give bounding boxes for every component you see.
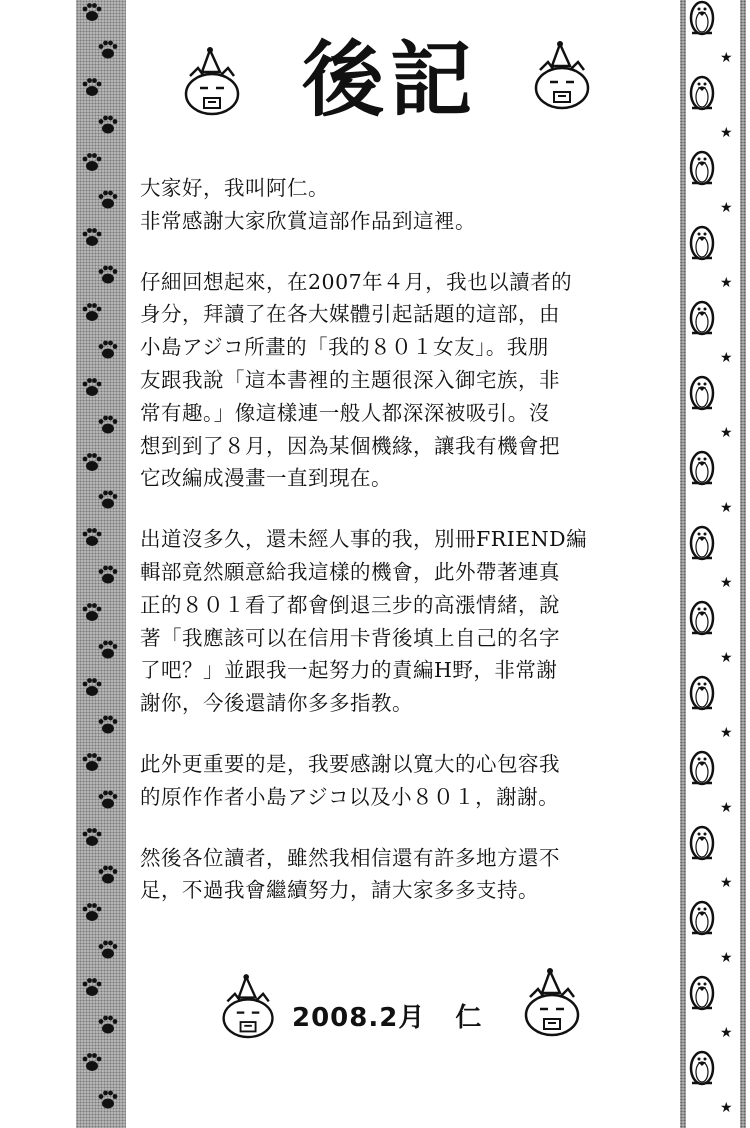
penguin-icon (691, 77, 713, 109)
penguin-icon (691, 2, 713, 34)
paw-print-icon (83, 978, 102, 996)
signature (292, 998, 482, 1038)
paw-print-icon (99, 416, 118, 434)
text-line: 友跟我說「這本書裡的主題很深入御宅族，非 (140, 367, 560, 392)
penguin-icon (691, 377, 713, 409)
paragraph-readers (140, 842, 662, 908)
star-icon: ★ (720, 575, 733, 591)
text-line: 非常感謝大家欣賞這部作品到這裡。 (140, 208, 476, 233)
penguin-icon (691, 677, 713, 709)
text-line: 足，不過我會繼續努力，請大家多多支持。 (140, 878, 539, 903)
penguin-icon (676, 0, 750, 1128)
text-line: 輯部竟然願意給我這樣的機會，此外帶著連真 (140, 559, 560, 584)
paw-print-icon (83, 903, 102, 921)
star-icon: ★ (720, 1025, 733, 1041)
penguin-icon (691, 527, 713, 559)
star-icon: ★ (720, 425, 733, 441)
text-line: 出道沒多久，還未經人事的我，別冊FRIEND編 (140, 527, 588, 552)
paw-print-icon (83, 228, 102, 246)
paw-print-icon (83, 153, 102, 171)
paw-print-icon (83, 828, 102, 846)
text-line: 想到到了８月，因為某個機緣，讓我有機會把 (140, 433, 560, 458)
paw-print-icon (76, 0, 126, 1128)
star-icon: ★ (720, 350, 733, 366)
cat-mascot-icon (520, 966, 586, 1040)
star-icon: ★ (720, 500, 733, 516)
star-icon: ★ (720, 275, 733, 291)
paw-print-icon (99, 566, 118, 584)
paragraph-origin (140, 266, 662, 496)
paw-print-icon (83, 1053, 102, 1071)
cat-mascot-icon (180, 46, 246, 118)
star-icon: ★ (720, 950, 733, 966)
signature-name: 仁 (455, 1003, 483, 1033)
paragraph-greeting (140, 172, 662, 238)
star-icon: ★ (720, 725, 733, 741)
star-icon: ★ (720, 1100, 733, 1116)
text-line: 常有趣。」像這樣連一般人都深深被吸引。沒 (140, 400, 550, 425)
text-line: 它改編成漫畫一直到現在。 (140, 466, 392, 491)
penguin-icon (691, 752, 713, 784)
penguin-icon (691, 452, 713, 484)
penguin-icon (691, 827, 713, 859)
signature-date: 2008.2月 (292, 1003, 426, 1033)
paw-print-icon (83, 3, 102, 21)
penguin-icon (691, 977, 713, 1009)
paw-print-icon (99, 266, 118, 284)
star-icon: ★ (720, 875, 733, 891)
penguin-icon (691, 602, 713, 634)
star-icon: ★ (720, 650, 733, 666)
paw-print-icon (99, 641, 118, 659)
paw-print-icon (99, 1091, 118, 1109)
paw-print-icon (83, 678, 102, 696)
paw-print-icon (99, 41, 118, 59)
star-icon: ★ (720, 200, 733, 216)
star-icon: ★ (720, 800, 733, 816)
text-line: 大家好，我叫阿仁。 (140, 176, 329, 200)
page-title: 後記 (301, 32, 478, 128)
paw-print-icon (99, 341, 118, 359)
star-icon: ★ (720, 125, 733, 141)
text-line: 身分，拜讀了在各大媒體引起話題的這部，由 (140, 302, 560, 327)
penguin-icon (691, 902, 713, 934)
paw-print-icon (83, 453, 102, 471)
text-line: 此外更重要的是，我要感謝以寬大的心包容我 (140, 751, 560, 776)
penguin-border (676, 0, 750, 1128)
paragraph-thanks-editor (140, 523, 662, 720)
paw-print-icon (99, 1016, 118, 1034)
afterword-body (140, 172, 662, 935)
paw-print-icon (99, 941, 118, 959)
text-line: 的原作作者小島アジコ以及小８０１，謝謝。 (140, 784, 560, 809)
paw-print-border (76, 0, 126, 1128)
text-line: 然後各位讀者，雖然我相信還有許多地方還不 (140, 845, 560, 870)
paw-print-icon (83, 753, 102, 771)
text-line: 仔細回想起來，在2007年４月，我也以讀者的 (140, 269, 573, 294)
paw-print-icon (83, 528, 102, 546)
penguin-icon (691, 152, 713, 184)
text-line: 著「我應該可以在信用卡背後填上自己的名字 (140, 625, 560, 650)
text-line: 謝你，今後還請你多多指教。 (140, 691, 413, 716)
paw-print-icon (99, 716, 118, 734)
paw-print-icon (99, 491, 118, 509)
paragraph-thanks-author (140, 748, 662, 814)
text-line: 小島アジコ所畫的「我的８０１女友」。我朋 (140, 335, 549, 360)
cat-mascot-icon (218, 972, 280, 1042)
star-icon: ★ (720, 50, 733, 66)
paw-print-icon (83, 378, 102, 396)
cat-mascot-icon (530, 40, 596, 112)
paw-print-icon (99, 116, 118, 134)
paw-print-icon (83, 603, 102, 621)
paw-print-icon (83, 303, 102, 321)
paw-print-icon (99, 791, 118, 809)
penguin-icon (691, 302, 713, 334)
text-line: 了吧？」並跟我一起努力的責編H野，非常謝 (140, 658, 558, 683)
penguin-icon (691, 1052, 713, 1084)
paw-print-icon (99, 866, 118, 884)
penguin-icon (691, 227, 713, 259)
paw-print-icon (83, 78, 102, 96)
text-line: 正的８０１看了都會倒退三步的高漲情緒，說 (140, 592, 560, 617)
paw-print-icon (99, 191, 118, 209)
